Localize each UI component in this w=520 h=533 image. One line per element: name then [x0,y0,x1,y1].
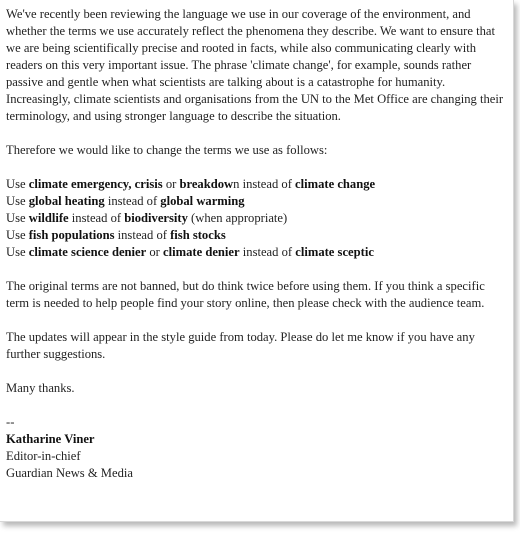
term-line-5 [6,244,505,261]
term-use: Use [6,194,29,208]
term-instead: instead of [239,245,296,259]
signature-dash: -- [6,415,15,429]
signature-name-text: Katharine Viner [6,432,95,446]
term-instead: instead of [68,211,125,225]
term-line-1 [6,176,505,193]
term-new: climate science denier [28,245,147,259]
term-instead: instead of [239,177,296,191]
term-new: climate denier [163,245,240,259]
term-new: global heating [28,194,105,208]
term-use: Use [6,245,29,259]
term-line-4 [6,227,505,244]
intro-paragraph: We've recently been reviewing the language we use in our coverage of the environment, and whether the terms we use accurately reflect the phenomena they describe. We want to ensure that we are being scientifically precise and rooted in facts, while also communicating clearly with readers on this very important issue. The phrase 'climate change', for example, sounds rather passive and gentle when what scientists are talking about is a catastrophe for humanity. Increasingly, climate scientists and organisations from the UN to the Met Office are changing their terminology, and using stronger language to describe the situation. [6,7,504,123]
term-new: wildlife [28,211,69,225]
signature-name [6,431,505,448]
thanks-line: Many thanks. [6,381,75,395]
term-old: global warming [160,194,245,208]
original-terms-paragraph: The original terms are not banned, but do think twice before using them. If you think a specific term is needed to help people find your story online, then please check with the audience team. [6,279,485,310]
term-instead: instead of [104,194,161,208]
term-line-3 [6,210,505,227]
term-use: Use [6,228,29,242]
term-use: Use [6,211,29,225]
signature-block [6,414,505,482]
signature-role: Editor-in-chief [6,449,81,463]
term-old: biodiversity [124,211,188,225]
term-old: fish stocks [170,228,226,242]
term-use: Use [6,177,29,191]
term-new: breakdow [179,177,234,191]
terms-list [6,176,505,261]
term-suffix: n [233,177,240,191]
term-or: or [162,177,180,191]
term-note: (when appropriate) [187,211,288,225]
term-new: climate emergency, crisis [28,177,163,191]
term-line-2 [6,193,505,210]
term-new: fish populations [28,228,115,242]
updates-paragraph: The updates will appear in the style guide from today. Please do let me know if you have any further suggestions. [6,330,475,361]
term-old: climate change [295,177,376,191]
signature-org: Guardian News & Media [6,466,133,480]
term-old: climate sceptic [295,245,374,259]
term-instead: instead of [114,228,171,242]
therefore-paragraph: Therefore we would like to change the terms we use as follows: [6,143,328,157]
term-or: or [146,245,164,259]
